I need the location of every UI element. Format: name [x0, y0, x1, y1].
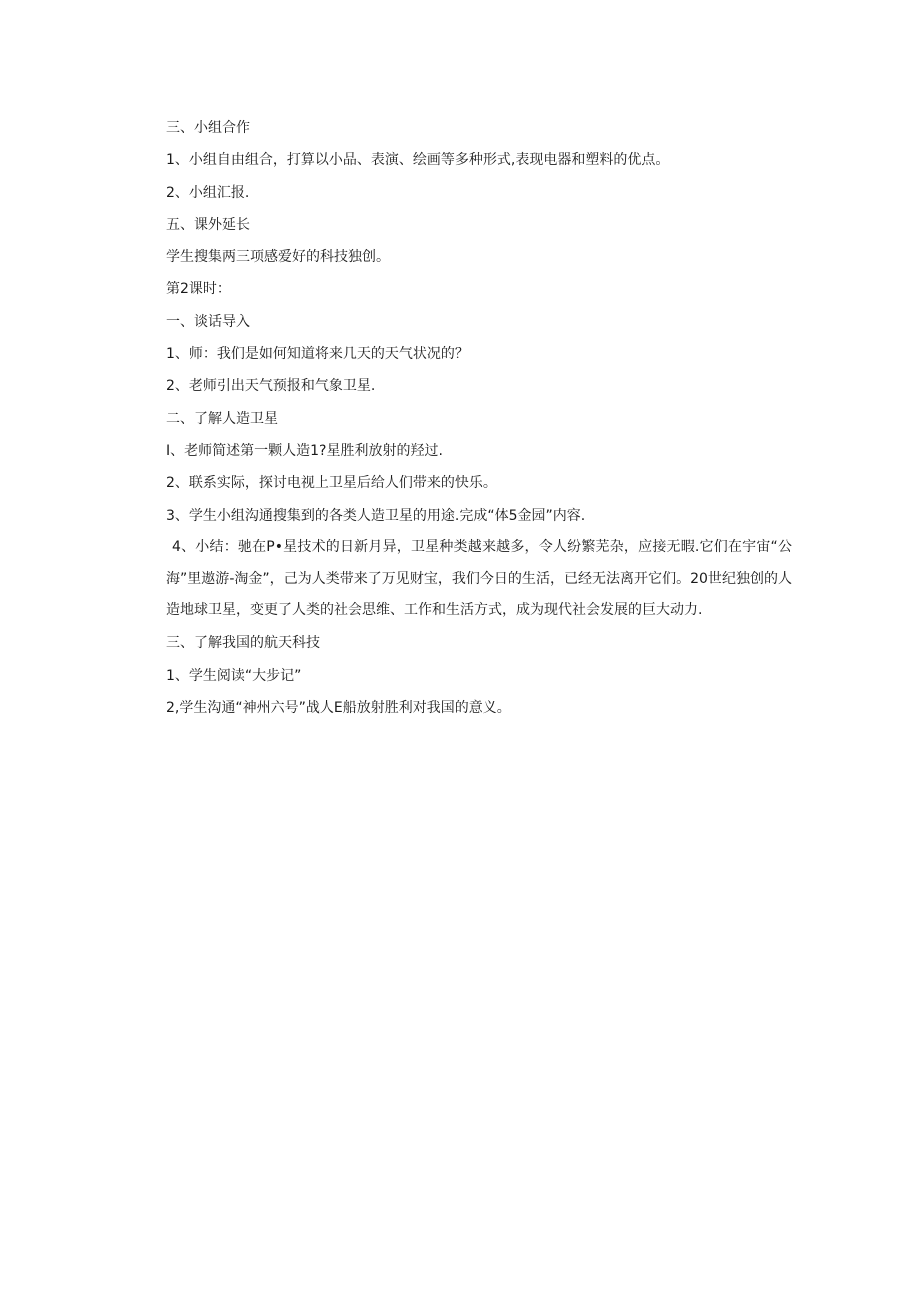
section-heading-extension: 五、课外延长 — [166, 216, 250, 233]
section-heading-satellites: 二、了解人造卫星 — [166, 410, 278, 427]
section-heading-aerospace: 三、了解我国的航天科技 — [166, 635, 320, 652]
lesson-heading-second: 第2课时： — [166, 281, 231, 298]
section-heading-group-cooperation: 三、小组合作 — [166, 120, 250, 136]
list-item-teacher-question: 1、师：我们是如何知道将来几天的天气状况的？ — [166, 346, 469, 363]
section-heading-introduction: 一、谈话导入 — [166, 313, 250, 330]
list-item-shenzhou: 2,学生沟通“神州六号”战人E船放射胜利对我国的意义。 — [166, 699, 511, 716]
list-item-group-report: 2、小组汇报. — [166, 184, 250, 201]
document-body — [166, 118, 792, 730]
list-item-tv-satellite: 2、联系实际，探讨电视上卫星后给人们带来的快乐。 — [166, 475, 497, 492]
list-item-satellite-uses: 3、学生小组沟通搜集到的各类人造卫星的用途.完成“体5金园”内容. — [166, 507, 586, 524]
summary-paragraph: 4、小结：驰在P•星技术的日新月异，卫星种类越来越多，令人纷繁芜杂，应接无暇.它们在宇宙“公海”里遨游-淘金”，己为人类带来了万见财宝，我们今日的生活，已经无法离开它们。20世纪独创的人造地球卫星，变更了人类的社会思维、工作和生活方式，成为现代社会发展的巨大动力. — [166, 539, 792, 619]
list-item-group-combination: 1、小组自由组合，打算以小品、表演、绘画等多种形式,表现电器和塑料的优点。 — [166, 152, 670, 169]
text-line-collect-inventions: 学生搜集两三项感爱好的科技独创。 — [166, 249, 390, 266]
list-item-read-chronicle: 1、学生阅读“大步记” — [166, 667, 302, 684]
list-item-first-satellite: I、老师简述第一颗人造1?星胜利放射的羟过. — [166, 442, 443, 459]
list-item-weather-satellite: 2、老师引出天气预报和气象卫星. — [166, 378, 376, 395]
